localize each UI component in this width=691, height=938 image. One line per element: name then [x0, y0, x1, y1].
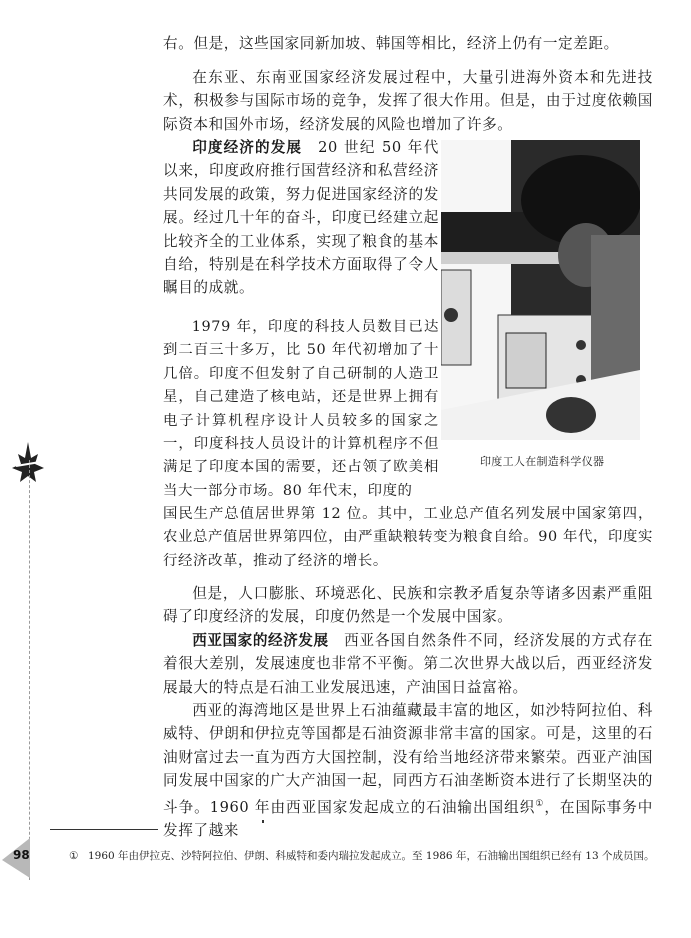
paragraph-east-asia: 在东亚、东南亚国家经济发展过程中，大量引进海外资本和先进技术，积极参与国际市场的竞争，发挥了很大作用。但是，由于过度依赖国际资本和国外市场，经济发展的风险也增加了许多。: [163, 69, 653, 133]
paragraph-india-tech: 1979 年，印度的科技人员数目已达到二百三十多万，比 50 年代初增加了十几倍。印度不但发射了自己研制的人造卫星，自己建造了核电站，还是世界上拥有电子计算机程序设计人员较多的国家之一，印度科技人员设计的计算机程序不但满足了印度本国的需要，还占领了欧美相当大一部分市场。80 年代末，印度的: [163, 319, 439, 499]
margin-line: [29, 460, 30, 880]
paragraph-continuation: 右。但是，这些国家同新加坡、韩国等相比，经济上仍有一定差距。: [163, 35, 619, 52]
paragraph-west-asia: [163, 629, 653, 699]
figure-caption: 印度工人在制造科学仪器: [480, 455, 605, 468]
footnote-reference[interactable]: ①: [535, 798, 545, 809]
page-number: 98: [13, 848, 30, 862]
paragraph-west-asia-body: 西亚各国自然条件不同，经济发展的方式存在着很大差别，发展速度也非常不平衡。第二次世界大战以后，西亚经济发展最大的特点是石油工业发展迅速，产油国日益富裕。: [163, 632, 653, 696]
paragraph-gulf-oil: [163, 699, 653, 842]
footnote-text: 1960 年由伊拉克、沙特阿拉伯、伊朗、科威特和委内瑞拉发起成立。至 1986 年，石油输出国组织已经有 13 个成员国。: [88, 850, 655, 862]
section-heading-india: 印度经济的发展: [192, 139, 303, 156]
stray-mark: [262, 820, 264, 823]
footnote-divider: [50, 829, 158, 830]
paragraph-india-gnp: 国民生产总值居世界第 12 位。其中，工业总产值名列发展中国家第四，农业总产值居世界第四位，由严重缺粮转变为粮食自给。90 年代，印度实行经济改革，推动了经济的增长。: [163, 506, 653, 569]
paragraph-gulf-oil-tail: ，在国际事务中发挥了越来: [163, 798, 653, 839]
paragraph-india-economy: [163, 136, 439, 300]
figure-photo: [441, 140, 640, 440]
paragraph-india-body: 20 世纪 50 年代以来，印度政府推行国营经济和私营经济共同发展的政策，努力促进国家经济的发展。经过几十年的奋斗，印度已经建立起比较齐全的工业体系，实现了粮食的基本自给，特别是在科学技术方面取得了令人瞩目的成就。: [163, 139, 439, 297]
section-heading-west-asia: 西亚国家的经济发展: [192, 632, 329, 649]
paragraph-gulf-oil-text: 西亚的海湾地区是世界上石油蕴藏最丰富的地区，如沙特阿拉伯、科威特、伊朗和伊拉克等国都是石油资源非常丰富的国家。可是，这里的石油财富过去一直为西方大国控制，没有给当地经济带来繁荣。西亚产油国同发展中国家的广大产油国一起，同西方石油垄断资本进行了长期坚决的斗争。1960 年由西亚国家发起成立的石油输出国组织: [163, 702, 653, 816]
photo-worker-icon: [441, 140, 640, 440]
ornament-icon: [8, 440, 48, 490]
paragraph-india-problems: 但是，人口膨胀、环境恶化、民族和宗教矛盾复杂等诸多因素严重阻碍了印度经济的发展，印度仍然是一个发展中国家。: [163, 585, 653, 626]
footnote: [69, 848, 658, 865]
footnote-mark: ①: [69, 850, 79, 862]
